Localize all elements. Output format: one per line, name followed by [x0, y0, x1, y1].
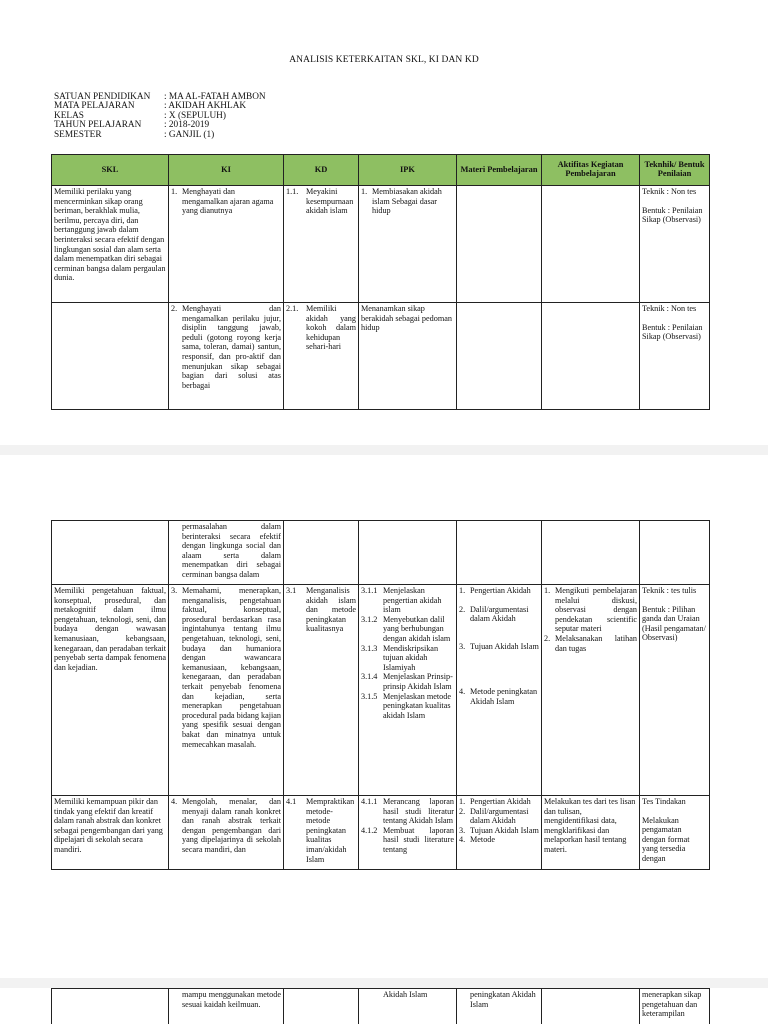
- cell-teknik: [640, 186, 710, 303]
- cell-aktifitas: [542, 186, 640, 303]
- aktifitas-text: Mengikuti pembelajaran melalui diskusi, observasi dengan pendekatan scientific seputar materi: [555, 586, 637, 634]
- teknik-text: Teknik : Non tes: [642, 304, 697, 313]
- ki-text: Memahami, menerapkan, menganalisis, pengetahuan faktual, konseptual, prosedural berdasarkan rasa ingintahunya tentang ilmu pengetahuan, teknologi, seni, budaya dan humaniora dengan wawancara kemanusiaan, kebangsaan, kenegaraan, dan peradaban terkait penyebab fenomena dan kejadian, serta menerapkan pengetahuan procedural pada bidang kajian yang spesifik sesuai dengan bakat dan minatnya untuk memecahkan masalah.: [182, 586, 281, 749]
- cell-skl: [52, 186, 169, 303]
- ipk-number: 3.1.4: [361, 672, 378, 682]
- ipk-number: 4.1.2: [361, 825, 378, 835]
- teknik-text: Tes Tindakan: [642, 797, 686, 806]
- identity-block: [54, 93, 266, 140]
- cell-ki: [169, 585, 284, 796]
- cell-kd: [284, 796, 359, 870]
- ipk-text: Mendiskripsikan tujuan akidah Islamiyah: [383, 643, 439, 672]
- teknik-text: Teknik : Non tes: [642, 187, 697, 196]
- materi-number: 3.: [459, 825, 466, 835]
- meta-label: MATA PELAJARAN: [54, 101, 135, 112]
- materi-text: Dalil/argumentasi dalam Akidah: [470, 806, 529, 826]
- cell-aktifitas: [542, 989, 640, 1024]
- aktifitas-number: 2.: [544, 633, 551, 643]
- meta-row: [54, 131, 266, 140]
- cell-kd: [284, 585, 359, 796]
- header-skl: SKL: [52, 155, 169, 186]
- table-row: [52, 585, 710, 796]
- cell-ki: [169, 989, 284, 1024]
- materi-number: 1.: [459, 586, 466, 595]
- cell-skl: [52, 989, 169, 1024]
- header-ipk: IPK: [359, 155, 457, 186]
- ipk-number: 4.1.1: [361, 797, 378, 806]
- cell-skl: [52, 585, 169, 796]
- list-item: [459, 687, 539, 706]
- cell-aktifitas: [542, 796, 640, 870]
- list-item: [361, 826, 454, 855]
- analysis-table-continued-2: [51, 988, 710, 1024]
- cell-ki: [169, 186, 284, 303]
- materi-number: 1.: [459, 797, 466, 806]
- kd-text: Menganalisis akidah islam dan metode peningkatan kualitasnya: [306, 586, 356, 634]
- list-item: [361, 615, 454, 644]
- table-row: [52, 796, 710, 870]
- materi-text: Metode peningkatan Akidah Islam: [470, 687, 538, 706]
- cell-teknik: [640, 585, 710, 796]
- header-kd: KD: [284, 155, 359, 186]
- cell-teknik: [640, 796, 710, 870]
- cell-aktifitas: [542, 303, 640, 410]
- bentuk-text: Bentuk : Penilaian Sikap (Observasi): [642, 322, 703, 342]
- list-item: [459, 586, 539, 596]
- ki-text: Mengolah, menalar, dan menyaji dalam ranah konkret dan ranah abstrak terkait dengan pengembangan dari yang dipelajarinya di sekolah secara mandiri, dan: [182, 797, 281, 854]
- cell-aktifitas: [542, 585, 640, 796]
- table-row: [52, 989, 710, 1024]
- aktifitas-number: 1.: [544, 586, 551, 595]
- materi-number: 2.: [459, 806, 466, 816]
- teknik-text: Teknik : tes tulis: [642, 586, 697, 595]
- list-item: [361, 644, 454, 673]
- teknik-text: menerapkan sikap pengetahuan dan keterampilan: [642, 990, 702, 1019]
- cell-materi: [457, 521, 542, 585]
- list-item: [361, 586, 454, 615]
- ipk-text: Merancang laporan hasil studi literatur tentang Akidah Islam: [383, 797, 454, 826]
- meta-value: : 2018-2019: [164, 120, 210, 131]
- list-item: [459, 605, 539, 624]
- ki-text: mampu menggunakan metode sesuai kaidah keilmuan.: [182, 990, 281, 1009]
- table-row: [52, 521, 710, 585]
- meta-value: : GANJIL (1): [164, 129, 215, 140]
- kd-number: 3.1: [286, 586, 297, 595]
- meta-value: : MA AL-FATAH AMBON: [164, 92, 266, 102]
- meta-label: SATUAN PENDIDIKAN: [54, 92, 151, 102]
- ki-text: Menghayati dan mengamalkan ajaran agama yang dianutnya: [182, 187, 274, 216]
- page-2: [0, 455, 768, 978]
- cell-ki: [169, 303, 284, 410]
- cell-ipk: [359, 585, 457, 796]
- materi-text: Pengertian Akidah: [470, 797, 531, 806]
- kd-text: Memiliki akidah yang kokoh dalam kehidupan sehari-hari: [306, 304, 356, 352]
- ki-number: 1.: [171, 187, 178, 196]
- cell-materi: [457, 585, 542, 796]
- list-item: [459, 797, 539, 807]
- list-item: [459, 826, 539, 836]
- meta-row: [54, 102, 266, 111]
- ipk-text: Menjelaskan metode peningkatan kualitas akidah Islam: [383, 691, 451, 720]
- ki-text: permasalahan dalam berinteraksi secara efektif dengan lingkunga social dan alaam serta dalam menempatkan diri sebagai cerminan bangsa dalam: [182, 522, 281, 579]
- ki-number: 2.: [171, 304, 178, 313]
- cell-ipk: [359, 796, 457, 870]
- materi-text: Tujuan Akidah Islam: [470, 825, 539, 835]
- list-item: [361, 692, 454, 721]
- ki-number: 3.: [171, 586, 178, 595]
- materi-number: 2.: [459, 604, 466, 614]
- aktifitas-text: Melaksanakan latihan dan tugas: [555, 633, 637, 653]
- cell-skl: [52, 796, 169, 870]
- ipk-text: Menjelaskan Prinsip-prinsip Akidah Islam: [383, 672, 453, 691]
- kd-text: Meyakini kesempurnaan akidah islam: [306, 187, 354, 216]
- table-row: [52, 186, 710, 303]
- cell-skl: [52, 521, 169, 585]
- meta-value: : X (SEPULUH): [164, 110, 226, 121]
- cell-kd: [284, 186, 359, 303]
- list-item: [459, 835, 539, 845]
- cell-materi: [457, 303, 542, 410]
- ipk-text: Menanamkan sikap berakidah sebagai pedoman hidup: [361, 304, 452, 333]
- ipk-text: Membuat laporan hasil studi literature tentang: [383, 825, 454, 854]
- meta-label: SEMESTER: [54, 129, 102, 140]
- list-item: [361, 672, 454, 691]
- cell-ki: [169, 796, 284, 870]
- bentuk-text: Melakukan pengamatan dengan format yang tersedia dengan: [642, 815, 690, 863]
- ipk-text: Akidah Islam: [383, 990, 428, 999]
- analysis-table-continued: [51, 520, 710, 870]
- meta-label: KELAS: [54, 110, 84, 121]
- list-item: [459, 642, 539, 652]
- materi-number: 4.: [459, 687, 466, 697]
- ki-text: Menghayati dan mengamalkan perilaku jujur, disiplin tanggung jawab, peduli (gotong royong kerja sama, toleran, damai) santun, responsif, dan pro-aktif dan menunjukan sikap sebagai bagian dari solusi atas berbagai: [182, 304, 281, 390]
- cell-materi: [457, 796, 542, 870]
- list-item: [544, 634, 637, 653]
- header-teknik: Teknhik/ Bentuk Penilaian: [640, 155, 710, 186]
- cell-skl: [52, 303, 169, 410]
- ipk-text: Menyebutkan dalil yang berhubungan dengan akidah islam: [383, 614, 451, 643]
- ipk-text: Membiasakan akidah islam Sebagai dasar hidup: [372, 187, 442, 216]
- table-row: [52, 303, 710, 410]
- ipk-text: Menjelaskan pengertian akidah islam: [383, 586, 442, 615]
- cell-teknik: [640, 521, 710, 585]
- ipk-number: 3.1.3: [361, 643, 378, 653]
- page-1: [0, 0, 768, 445]
- meta-value: : AKIDAH AKHLAK: [164, 101, 247, 112]
- kd-text: Mempraktikan metode-metode peningkatan kualitas iman/akidah Islam: [306, 797, 355, 864]
- page-3: [0, 988, 768, 1024]
- header-row: [52, 155, 710, 186]
- header-ki: KI: [169, 155, 284, 186]
- list-item: [361, 797, 454, 826]
- cell-kd: [284, 303, 359, 410]
- ipk-number: 3.1.2: [361, 614, 378, 624]
- kd-number: 4.1: [286, 797, 297, 806]
- skl-text: Memiliki kemampuan pikir dan tindak yang efektif dan kreatif dalam ranah abstrak dan konkret sebagai pengembangan dari yang dipelajari di sekolah secara mandiri.: [54, 797, 163, 854]
- list-item: [544, 586, 637, 634]
- kd-number: 2.1.: [286, 304, 299, 313]
- materi-number: 3.: [459, 641, 466, 651]
- document-title: ANALISIS KETERKAITAN SKL, KI DAN KD: [289, 55, 479, 65]
- cell-materi: [457, 186, 542, 303]
- aktifitas-text: Melakukan tes dari tes lisan dan tulisan, mengidentifikasi data, mengklarifikasi dan melaporkan hasil tentang materi.: [544, 797, 636, 854]
- analysis-table: [51, 154, 710, 410]
- cell-ipk: [359, 521, 457, 585]
- materi-text: Dalil/argumentasi dalam Akidah: [470, 604, 529, 624]
- cell-kd: [284, 989, 359, 1024]
- materi-text: Metode: [470, 835, 496, 845]
- cell-ipk: [359, 186, 457, 303]
- cell-aktifitas: [542, 521, 640, 585]
- materi-text: Tujuan Akidah Islam: [470, 641, 539, 651]
- materi-text: Pengertian Akidah: [470, 586, 531, 595]
- header-aktifitas: Aktifitas Kegiatan Pembelajaran: [542, 155, 640, 186]
- cell-ipk: [359, 303, 457, 410]
- header-materi: Materi Pembelajaran: [457, 155, 542, 186]
- bentuk-text: Bentuk : Pilihan ganda dan Uraian (Hasil pengamatan/ Observasi): [642, 604, 706, 643]
- skl-text: Memiliki pengetahuan faktual, konseptual, prosedural, dan metakognitif dalam ilmu pengetahuan, teknologi, seni, dan budaya dengan wawasan kemanusiaan, kebangsaan, kenegaraan, dan peradaban terkait penyebab serta dampak fenomena dan kejadian.: [54, 586, 166, 672]
- cell-teknik: [640, 989, 710, 1024]
- materi-text: peningkatan Akidah Islam: [470, 990, 536, 1009]
- cell-ipk: [359, 989, 457, 1024]
- skl-text: Memiliki perilaku yang mencerminkan sikap orang beriman, berakhlak mulia, berilmu, percaya diri, dan bertanggung jawab dalam berinteraksi secara efektif dengan lingkungan sosial dan alam serta dalam menempatkan diri sebagai cerminan bangsa dalam pergaulan dunia.: [54, 187, 166, 283]
- meta-label: TAHUN PELAJARAN: [54, 120, 142, 131]
- cell-materi: [457, 989, 542, 1024]
- ipk-number: 3.1.1: [361, 586, 378, 595]
- list-item: [459, 807, 539, 826]
- ipk-number: 1.: [361, 187, 368, 196]
- kd-number: 1.1.: [286, 187, 299, 196]
- ki-number: 4.: [171, 797, 178, 806]
- cell-ki: [169, 521, 284, 585]
- bentuk-text: Bentuk : Penilaian Sikap (Observasi): [642, 205, 703, 225]
- materi-number: 4.: [459, 835, 466, 845]
- cell-kd: [284, 521, 359, 585]
- cell-teknik: [640, 303, 710, 410]
- ipk-number: 3.1.5: [361, 691, 378, 701]
